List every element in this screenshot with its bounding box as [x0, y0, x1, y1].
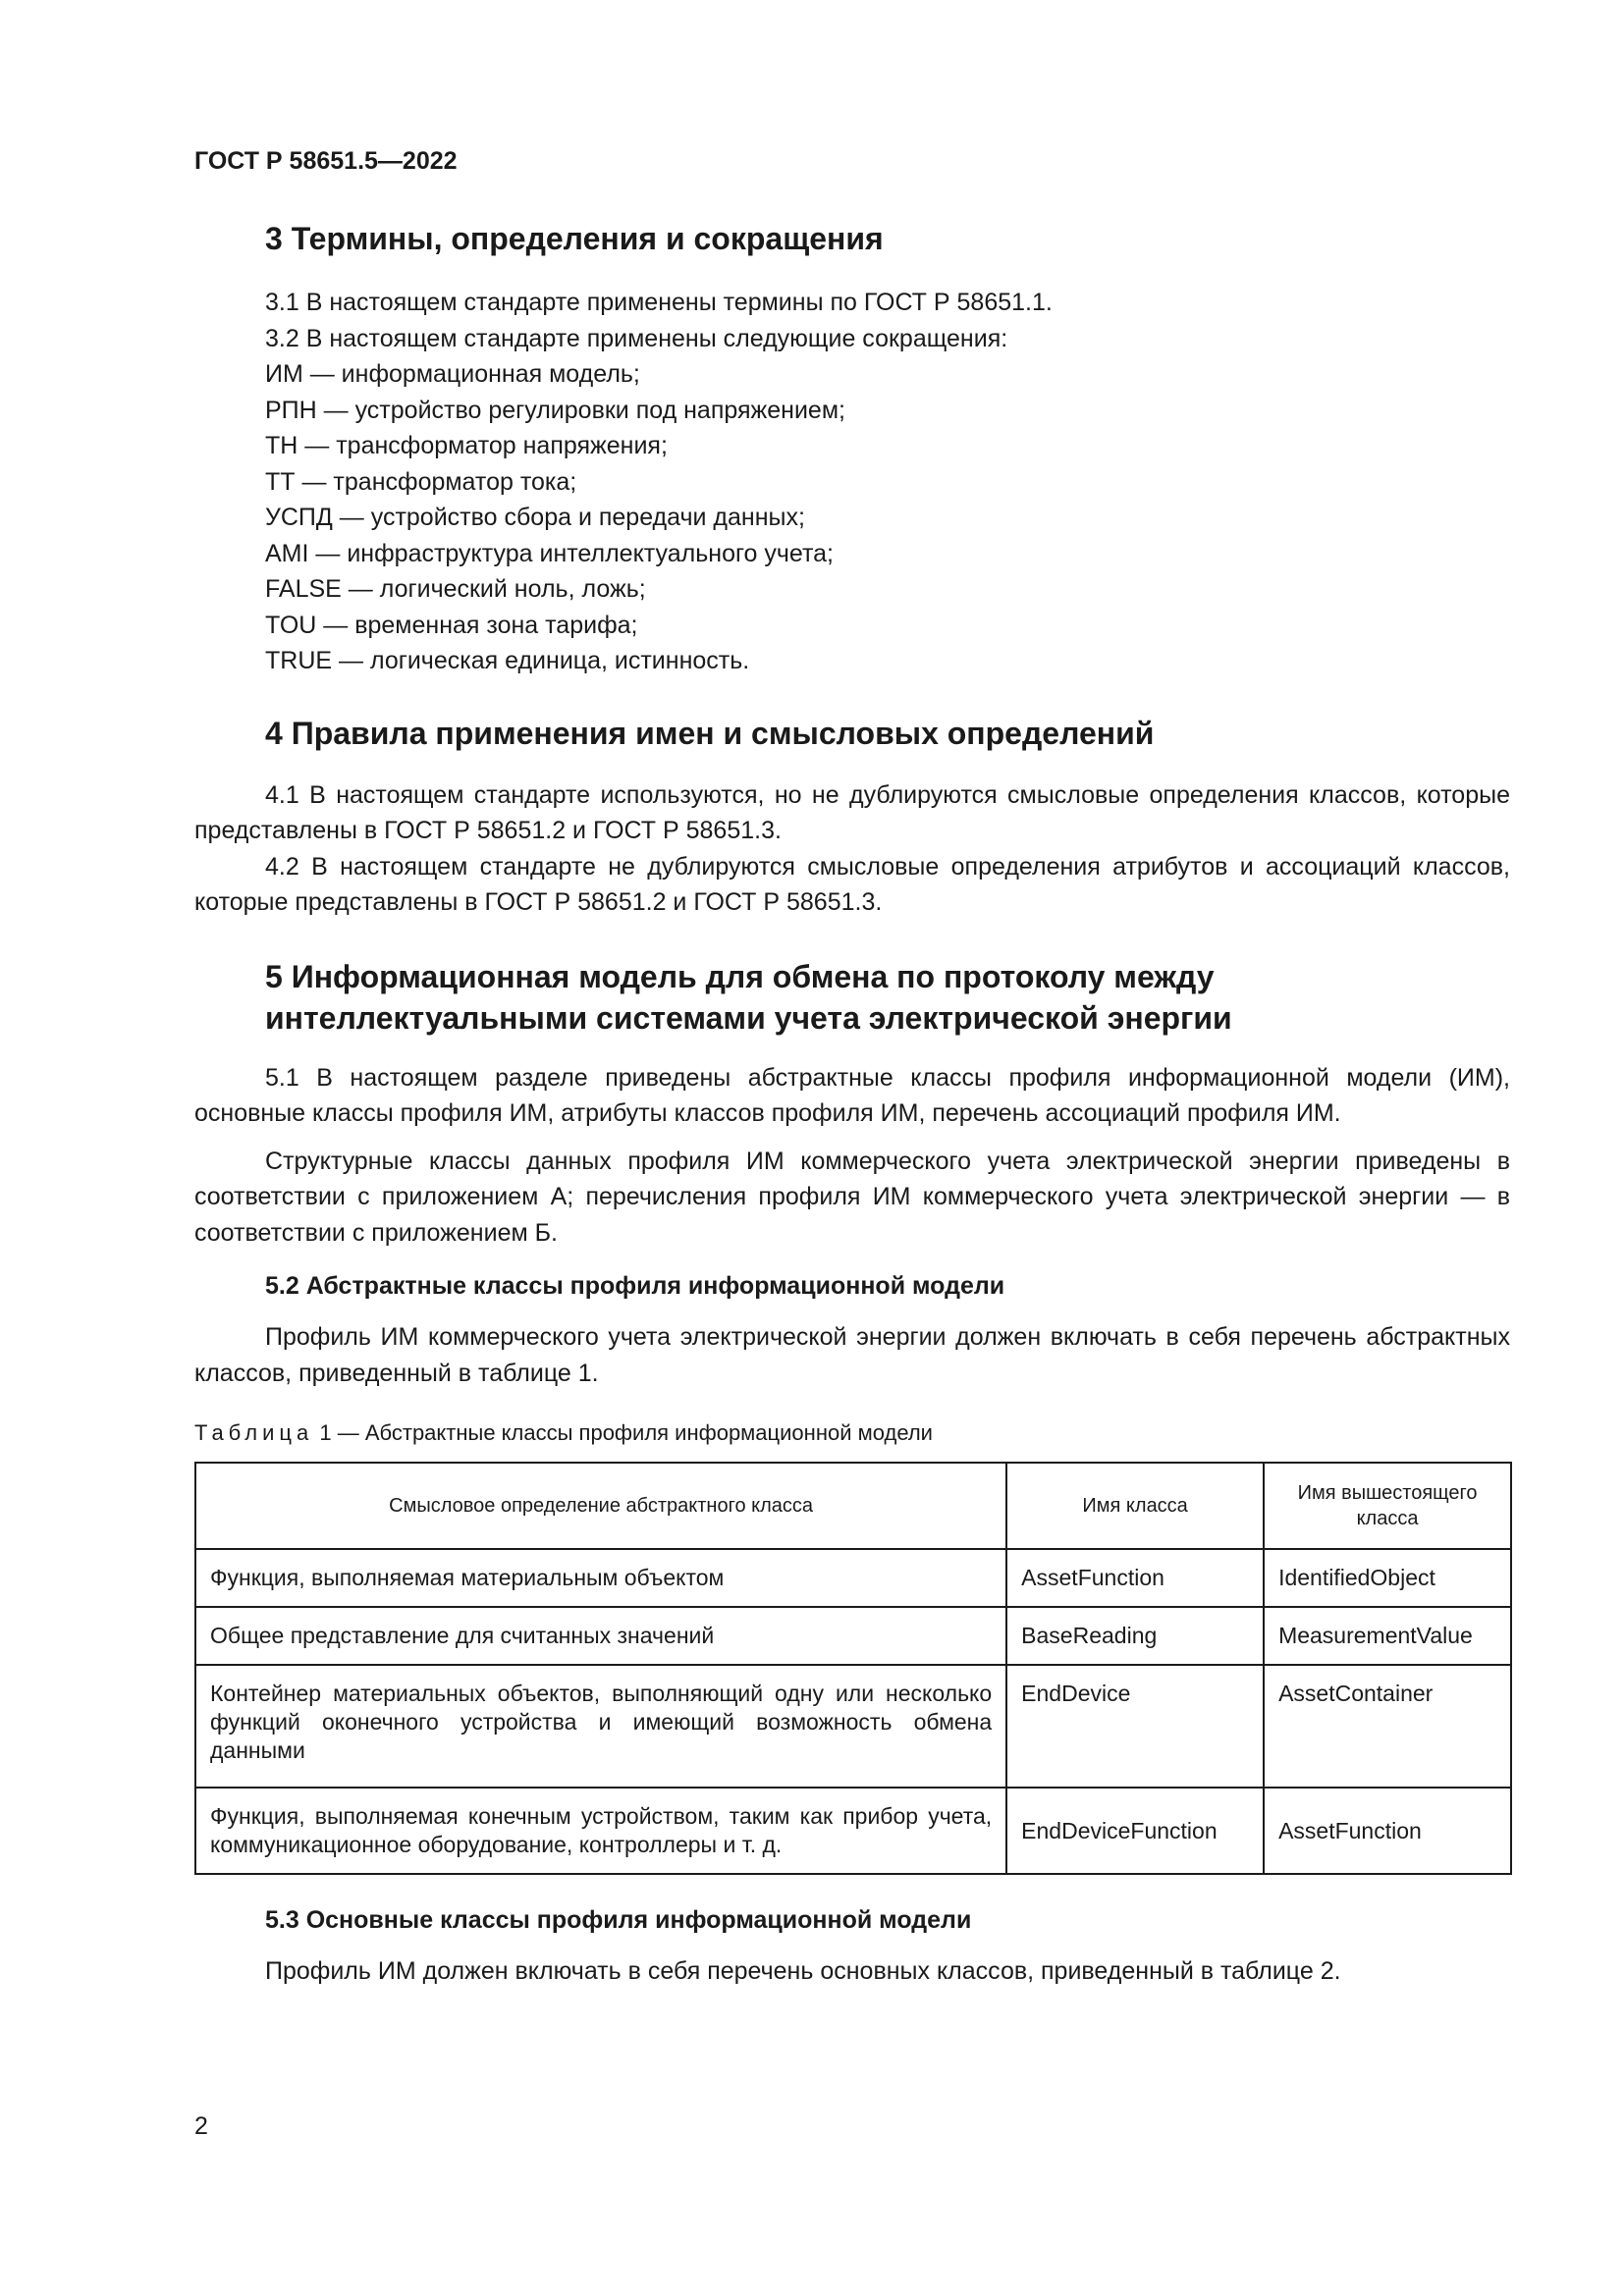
class-name-cell: EndDeviceFunction [1006, 1788, 1264, 1874]
section-5-3-text: Профиль ИМ должен включать в себя перечень основных классов, приведенный в таблице 2. [265, 1957, 1341, 1985]
abbreviation-item: ИМ — информационная модель; [265, 360, 640, 388]
section-5-heading [194, 956, 1510, 1039]
section-5-heading-line1: 5 Информационная модель для обмена по протоколу между [265, 958, 1215, 994]
page-content [194, 218, 1510, 1990]
column-header-definition: Смысловое определение абстрактного класса [195, 1463, 1006, 1549]
column-header-class-name: Имя класса [1006, 1463, 1264, 1549]
column-header-parent-class: Имя вышестоящего класса [1264, 1463, 1511, 1549]
section-3-2-text: 3.2 В настоящем стандарте применены следующие сокращения: [265, 324, 1008, 352]
section-5-3-heading: 5.3 Основные классы профиля информационной модели [265, 1906, 972, 1934]
table-header-row [195, 1463, 1511, 1549]
abbreviation-item: ТТ — трансформатор тока; [265, 467, 577, 496]
definition-cell: Общее представление для считанных значений [195, 1607, 1006, 1665]
section-5-1-text: 5.1 В настоящем разделе приведены абстрактные классы профиля информационной модели (ИМ), основные классы профиля ИМ, атрибуты классов профиля ИМ, перечень ассоциаций профиля ИМ. [194, 1063, 1510, 1127]
section-3-heading: 3 Термины, определения и сокращения [265, 221, 884, 256]
abbreviation-item: ТН — трансформатор напряжения; [265, 432, 668, 459]
abbreviation-item: FALSE — логический ноль, ложь; [265, 575, 646, 603]
section-3-1-text: 3.1 В настоящем стандарте применены термины по ГОСТ Р 58651.1. [265, 289, 1053, 316]
table-1-caption [194, 1420, 1510, 1446]
abstract-classes-table [194, 1462, 1512, 1875]
abbreviation-item: УСПД — устройство сбора и передачи данных; [265, 504, 805, 531]
table-row [195, 1665, 1511, 1788]
abbreviation-item: РПН — устройство регулировки под напряжением; [265, 396, 845, 424]
definition-cell: Функция, выполняемая материальным объектом [195, 1549, 1006, 1607]
parent-class-cell: AssetFunction [1264, 1788, 1511, 1874]
section-5-2-heading: 5.2 Абстрактные классы профиля информационной модели [265, 1272, 1005, 1300]
table-row [195, 1549, 1511, 1607]
section-5-heading-line2: интеллектуальными системами учета электрической энергии [265, 999, 1232, 1036]
class-name-cell: BaseReading [1006, 1607, 1264, 1665]
abbreviation-item: AMI — инфраструктура интеллектуального учета; [265, 539, 835, 567]
table-row [195, 1788, 1511, 1874]
section-4-heading: 4 Правила применения имен и смысловых определений [265, 715, 1155, 751]
definition-cell: Функция, выполняемая конечным устройством, таким как прибор учета, коммуникационное оборудование, контроллеры и т. д. [195, 1788, 1006, 1874]
parent-class-cell: AssetContainer [1264, 1665, 1511, 1788]
section-4-2-text: 4.2 В настоящем стандарте не дублируются смысловые определения атрибутов и ассоциаций классов, которые представлены в ГОСТ Р 58651.2 и ГОСТ Р 58651.3. [194, 852, 1510, 916]
table-row [195, 1607, 1511, 1665]
definition-cell: Контейнер материальных объектов, выполняющий одну или несколько функций оконечного устройства и имеющий возможность обмена данными [195, 1665, 1006, 1788]
table-caption-title: 1 — Абстрактные классы профиля информационной модели [313, 1420, 933, 1445]
class-name-cell: AssetFunction [1006, 1549, 1264, 1607]
document-header: ГОСТ Р 58651.5—2022 [194, 147, 458, 175]
section-5-2-text: Профиль ИМ коммерческого учета электрической энергии должен включать в себя перечень абстрактных классов, приведенный в таблице 1. [194, 1323, 1510, 1387]
abbreviation-item: TRUE — логическая единица, истинность. [265, 647, 750, 674]
abbreviation-item: TOU — временная зона тарифа; [265, 611, 638, 639]
parent-class-cell: IdentifiedObject [1264, 1549, 1511, 1607]
section-4-1-text: 4.1 В настоящем стандарте используются, но не дублируются смысловые определения классов, которые представлены в ГОСТ Р 58651.2 и ГОСТ Р 58651.3. [194, 780, 1510, 844]
page-number: 2 [194, 2112, 208, 2140]
table-caption-label: Таблица [194, 1420, 314, 1445]
parent-class-cell: MeasurementValue [1264, 1607, 1511, 1665]
section-5-1-cont-text: Структурные классы данных профиля ИМ коммерческого учета электрической энергии приведены в соответствии с приложением А; перечисления профиля ИМ коммерческого учета электрической энергии — в соответствии с приложением Б. [194, 1147, 1510, 1247]
class-name-cell: EndDevice [1006, 1665, 1264, 1788]
